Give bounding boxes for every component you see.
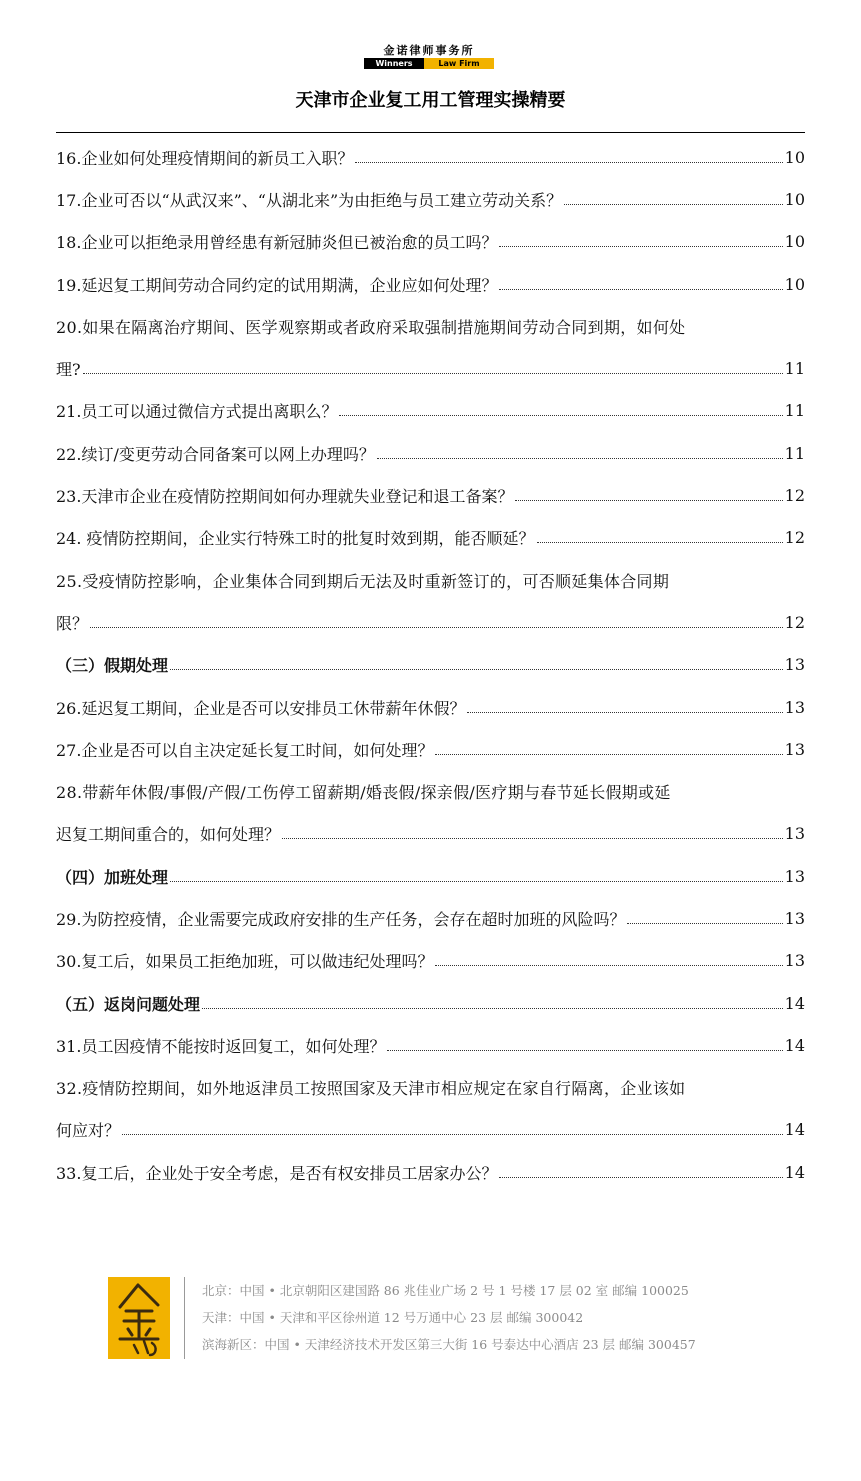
toc-page-number: 12	[784, 528, 805, 548]
toc-entry[interactable]	[56, 1151, 805, 1193]
toc-entry[interactable]	[56, 601, 805, 643]
toc-entry-text: 30.复工后，如果员工拒绝加班，可以做违纪处理吗？	[56, 952, 434, 972]
toc-entry[interactable]	[56, 136, 805, 178]
toc-entry[interactable]	[56, 221, 805, 263]
toc-section-heading[interactable]	[56, 644, 805, 686]
logo-chinese-name: 金诺律师事务所	[383, 44, 475, 57]
toc-entry-text: （三）假期处理	[56, 656, 169, 676]
toc-entry-text: 限？	[56, 613, 89, 633]
footer-divider	[184, 1277, 185, 1359]
toc-entry[interactable]	[56, 517, 805, 559]
toc-page-number: 14	[784, 1120, 805, 1140]
toc-entry-text: 何应对？	[56, 1121, 121, 1141]
toc-page-number: 13	[784, 697, 805, 717]
toc-entry[interactable]	[56, 390, 805, 432]
toc-page-number: 10	[784, 274, 805, 294]
logo-english-bar	[364, 58, 494, 69]
toc-dot-leader	[377, 458, 783, 459]
toc-entry-text: 23.天津市企业在疫情防控期间如何办理就失业登记和退工备案？	[56, 487, 514, 507]
document-title: 天津市企业复工用工管理实操精要	[295, 90, 566, 111]
toc-page-number: 11	[784, 359, 805, 379]
toc-page-number: 14	[784, 1035, 805, 1055]
toc-dot-leader	[202, 1008, 783, 1009]
toc-entry-text: （五）返岗问题处理	[56, 994, 201, 1014]
toc-page-number: 13	[784, 866, 805, 886]
toc-entry-text: 17.企业可否以“从武汉来”、“从湖北来”为由拒绝与员工建立劳动关系？	[56, 190, 563, 210]
page-footer	[108, 1277, 808, 1359]
toc-page-number: 14	[784, 1162, 805, 1182]
toc-entry[interactable]	[56, 770, 805, 812]
toc-dot-leader	[537, 542, 783, 543]
toc-dot-leader	[83, 373, 783, 374]
law-firm-logo	[364, 44, 494, 69]
toc-dot-leader	[122, 1134, 783, 1135]
toc-entry-text: 20.如果在隔离治疗期间、医学观察期或者政府采取强制措施期间劳动合同到期，如何处	[56, 317, 686, 337]
toc-entry-text: 22.续订/变更劳动合同备案可以网上办理吗？	[56, 444, 375, 464]
toc-dot-leader	[564, 204, 782, 205]
toc-page-number: 13	[784, 951, 805, 971]
toc-entry[interactable]	[56, 474, 805, 516]
toc-entry-text: 32.疫情防控期间，如外地返津员工按照国家及天津市相应规定在家自行隔离，企业该如	[56, 1079, 686, 1099]
toc-entry[interactable]	[56, 1109, 805, 1151]
toc-dot-leader	[387, 1050, 782, 1051]
toc-dot-leader	[499, 246, 782, 247]
toc-entry-text: 26.延迟复工期间，企业是否可以安排员工休带薪年休假？	[56, 698, 466, 718]
toc-entry[interactable]	[56, 347, 805, 389]
toc-dot-leader	[339, 415, 782, 416]
toc-entry[interactable]	[56, 1067, 805, 1109]
toc-entry[interactable]	[56, 263, 805, 305]
toc-entry-text: 33.复工后，企业处于安全考虑，是否有权安排员工居家办公？	[56, 1163, 498, 1183]
toc-dot-leader	[627, 923, 782, 924]
toc-section-heading[interactable]	[56, 982, 805, 1024]
toc-entry[interactable]	[56, 305, 805, 347]
toc-page-number: 11	[784, 443, 805, 463]
toc-entry-text: 19.延迟复工期间劳动合同约定的试用期满，企业应如何处理？	[56, 275, 498, 295]
toc-page-number: 14	[784, 993, 805, 1013]
toc-page-number: 13	[784, 824, 805, 844]
footer-address-line: 北京：中国 • 北京朝阳区建国路 86 兆佳业广场 2 号 1 号楼 17 层 02 室 邮编 100025	[202, 1283, 689, 1298]
toc-entry-text: 31.员工因疫情不能按时返回复工，如何处理？	[56, 1036, 386, 1056]
toc-page-number: 11	[784, 401, 805, 421]
toc-entry-text: 迟复工期间重合的，如何处理？	[56, 825, 281, 845]
toc-page-number: 12	[784, 612, 805, 632]
toc-entry-text: （四）加班处理	[56, 867, 169, 887]
toc-dot-leader	[170, 881, 783, 882]
toc-entry-text: 16.企业如何处理疫情期间的新员工入职？	[56, 148, 354, 168]
toc-page-number: 13	[784, 739, 805, 759]
toc-entry[interactable]	[56, 686, 805, 728]
footer-address-line: 天津：中国 • 天津和平区徐州道 12 号万通中心 23 层 邮编 300042	[202, 1310, 584, 1325]
toc-dot-leader	[499, 289, 782, 290]
toc-entry-text: 18.企业可以拒绝录用曾经患有新冠肺炎但已被治愈的员工吗？	[56, 233, 498, 253]
toc-dot-leader	[355, 162, 782, 163]
toc-entry-text: 理?	[56, 360, 81, 380]
footer-address-line: 滨海新区：中国 • 天津经济技术开发区第三大街 16 号泰达中心酒店 23 层 邮编 300457	[202, 1337, 696, 1352]
toc-page-number: 10	[784, 147, 805, 167]
logo-english-left: Winners	[364, 58, 424, 69]
toc-section-heading[interactable]	[56, 855, 805, 897]
toc-dot-leader	[499, 1177, 782, 1178]
toc-entry-text: 25.受疫情防控影响，企业集体合同到期后无法及时重新签订的，可否顺延集体合同期	[56, 571, 670, 591]
footer-addresses	[202, 1277, 696, 1358]
toc-dot-leader	[170, 669, 783, 670]
footer-logo-icon	[108, 1277, 170, 1359]
toc-entry-text: 28.带薪年休假/事假/产假/工伤停工留薪期/婚丧假/探亲假/医疗期与春节延长假期或延	[56, 783, 671, 803]
table-of-contents	[56, 136, 805, 1193]
toc-dot-leader	[435, 754, 782, 755]
toc-dot-leader	[515, 500, 782, 501]
toc-page-number: 13	[784, 908, 805, 928]
toc-page-number: 12	[784, 486, 805, 506]
toc-entry[interactable]	[56, 178, 805, 220]
toc-entry[interactable]	[56, 1024, 805, 1066]
toc-entry-text: 29.为防控疫情，企业需要完成政府安排的生产任务，会存在超时加班的风险吗？	[56, 909, 626, 929]
toc-dot-leader	[90, 627, 783, 628]
toc-entry[interactable]	[56, 940, 805, 982]
header-divider	[56, 132, 805, 133]
toc-dot-leader	[467, 712, 782, 713]
toc-entry[interactable]	[56, 813, 805, 855]
toc-dot-leader	[282, 838, 783, 839]
toc-entry[interactable]	[56, 728, 805, 770]
toc-entry[interactable]	[56, 432, 805, 474]
toc-entry[interactable]	[56, 897, 805, 939]
toc-entry[interactable]	[56, 559, 805, 601]
toc-dot-leader	[435, 965, 782, 966]
toc-entry-text: 27.企业是否可以自主决定延长复工时间，如何处理？	[56, 740, 434, 760]
toc-entry-text: 21.员工可以通过微信方式提出离职么？	[56, 402, 338, 422]
toc-page-number: 10	[784, 232, 805, 252]
toc-entry-text: 24. 疫情防控期间，企业实行特殊工时的批复时效到期，能否顺延？	[56, 529, 535, 549]
toc-page-number: 10	[784, 189, 805, 209]
toc-page-number: 13	[784, 655, 805, 675]
logo-english-right: Law Firm	[424, 58, 494, 69]
